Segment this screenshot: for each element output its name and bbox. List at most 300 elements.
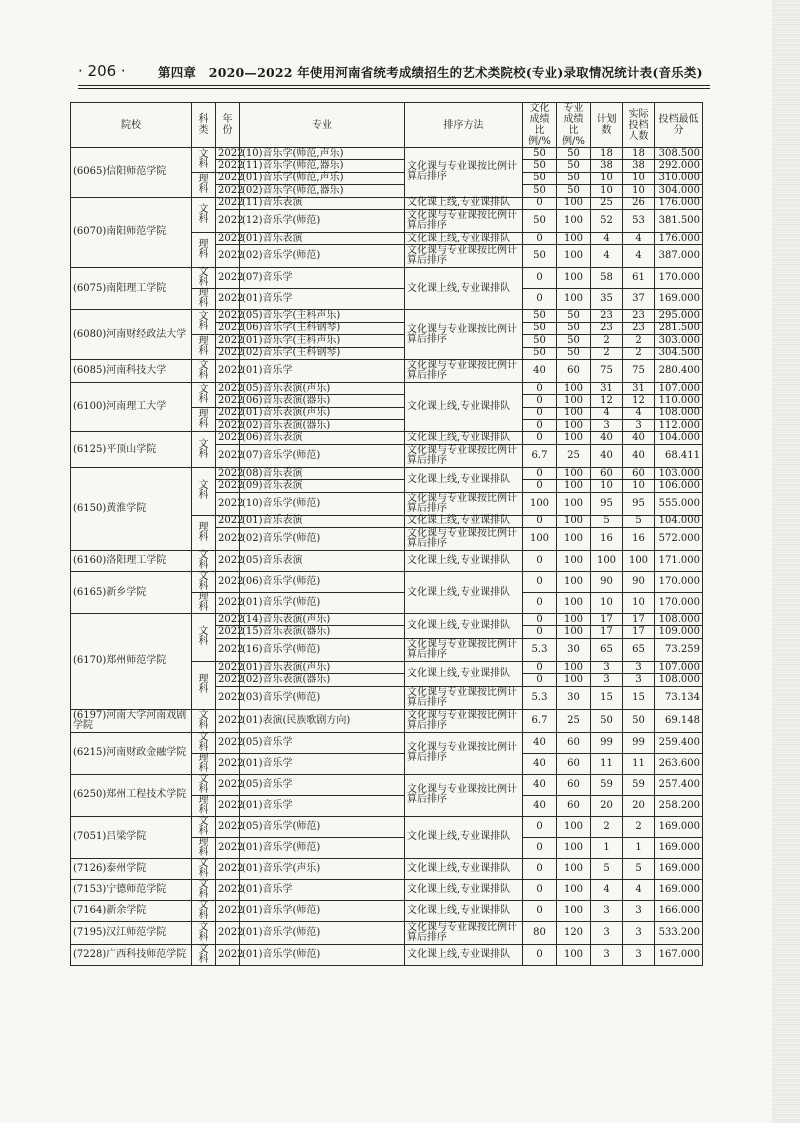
major-cell: (16)音乐学(师范): [240, 638, 405, 661]
min-score-cell: 281.500: [655, 322, 703, 334]
major-ratio-cell: 100: [557, 837, 591, 858]
year-cell: 2022: [216, 197, 240, 209]
category-cell: 文科: [192, 310, 216, 335]
culture-ratio-cell: 6.7: [523, 444, 557, 467]
min-score-cell: 295.000: [655, 310, 703, 322]
major-cell: (01)音乐学(师范,声乐): [240, 172, 405, 184]
method-cell: 文化课与专业课按比例计算后排序: [405, 148, 523, 198]
admissions-table: [70, 102, 703, 966]
category-cell: 理科: [192, 289, 216, 310]
major-ratio-cell: 100: [557, 900, 591, 921]
plan-cell: 1: [591, 837, 623, 858]
actual-cell: 23: [623, 322, 655, 334]
school-cell: (6250)郑州工程技术学院: [71, 774, 192, 816]
plan-cell: 18: [591, 148, 623, 160]
page-edge-texture: [772, 0, 800, 1123]
culture-ratio-cell: 0: [523, 432, 557, 444]
plan-cell: 10: [591, 480, 623, 492]
school-cell: (7195)汉江师范学院: [71, 921, 192, 944]
min-score-cell: 108.000: [655, 614, 703, 626]
plan-cell: 60: [591, 467, 623, 479]
year-cell: 2022: [216, 444, 240, 467]
school-cell: (6085)河南科技大学: [71, 359, 192, 382]
major-cell: (01)音乐表演: [240, 515, 405, 527]
major-cell: (06)音乐表演: [240, 432, 405, 444]
culture-ratio-cell: 0: [523, 614, 557, 626]
table-row: [71, 900, 703, 921]
school-cell: (6080)河南财经政法大学: [71, 310, 192, 360]
major-ratio-cell: 25: [557, 709, 591, 732]
actual-cell: 18: [623, 148, 655, 160]
min-score-cell: 308.500: [655, 148, 703, 160]
culture-ratio-cell: 0: [523, 420, 557, 432]
major-cell: (09)音乐表演: [240, 480, 405, 492]
plan-cell: 4: [591, 879, 623, 900]
category-cell: 文科: [192, 732, 216, 753]
actual-cell: 2: [623, 816, 655, 837]
major-ratio-cell: 100: [557, 232, 591, 244]
culture-ratio-cell: 0: [523, 626, 557, 638]
major-ratio-cell: 50: [557, 335, 591, 347]
culture-ratio-cell: 80: [523, 921, 557, 944]
major-cell: (02)音乐学(师范,器乐): [240, 185, 405, 197]
culture-ratio-cell: 100: [523, 492, 557, 515]
culture-ratio-cell: 0: [523, 480, 557, 492]
school-cell: (7126)泰州学院: [71, 858, 192, 879]
year-cell: 2022: [216, 879, 240, 900]
major-ratio-cell: 25: [557, 444, 591, 467]
plan-cell: 2: [591, 347, 623, 359]
method-cell: 文化课与专业课按比例计算后排序: [405, 209, 523, 232]
plan-cell: 99: [591, 732, 623, 753]
min-score-cell: 310.000: [655, 172, 703, 184]
table-row: [71, 816, 703, 837]
year-cell: 2022: [216, 232, 240, 244]
category-cell: 文科: [192, 774, 216, 795]
year-cell: 2022: [216, 359, 240, 382]
plan-cell: 17: [591, 614, 623, 626]
major-ratio-cell: 50: [557, 310, 591, 322]
year-cell: 2022: [216, 593, 240, 614]
culture-ratio-cell: 0: [523, 197, 557, 209]
year-cell: 2022: [216, 572, 240, 593]
category-cell: 文科: [192, 382, 216, 407]
major-ratio-cell: 100: [557, 614, 591, 626]
actual-cell: 3: [623, 674, 655, 686]
plan-cell: 35: [591, 289, 623, 310]
plan-cell: 10: [591, 185, 623, 197]
major-ratio-cell: 100: [557, 626, 591, 638]
method-cell: 文化课与专业课按比例计算后排序: [405, 359, 523, 382]
method-cell: 文化课上线,专业课排队: [405, 661, 523, 686]
culture-ratio-cell: 40: [523, 753, 557, 774]
major-cell: (01)音乐学(师范): [240, 593, 405, 614]
min-score-cell: 73.134: [655, 686, 703, 709]
category-cell: 文科: [192, 148, 216, 173]
category-cell: 文科: [192, 944, 216, 965]
plan-cell: 38: [591, 160, 623, 172]
table-row: [71, 709, 703, 732]
year-cell: 2022: [216, 528, 240, 551]
min-score-cell: 73.259: [655, 638, 703, 661]
year-cell: 2022: [216, 709, 240, 732]
min-score-cell: 170.000: [655, 593, 703, 614]
major-ratio-cell: 30: [557, 638, 591, 661]
year-cell: 2022: [216, 795, 240, 816]
plan-cell: 15: [591, 686, 623, 709]
min-score-cell: 257.400: [655, 774, 703, 795]
major-cell: (01)音乐学(声乐): [240, 858, 405, 879]
min-score-cell: 572.000: [655, 528, 703, 551]
school-cell: (6215)河南财政金融学院: [71, 732, 192, 774]
major-cell: (06)音乐学(主科钢琴): [240, 322, 405, 334]
method-cell: 文化课与专业课按比例计算后排序: [405, 638, 523, 661]
category-cell: 理科: [192, 837, 216, 858]
method-cell: 文化课上线,专业课排队: [405, 900, 523, 921]
year-cell: 2022: [216, 467, 240, 479]
major-cell: (02)音乐表演(器乐): [240, 674, 405, 686]
actual-cell: 10: [623, 593, 655, 614]
plan-cell: 5: [591, 858, 623, 879]
major-cell: (03)音乐学(师范): [240, 686, 405, 709]
culture-ratio-cell: 0: [523, 407, 557, 419]
major-ratio-cell: 100: [557, 816, 591, 837]
plan-cell: 90: [591, 572, 623, 593]
major-cell: (10)音乐学(师范,声乐): [240, 148, 405, 160]
min-score-cell: 170.000: [655, 268, 703, 289]
method-cell: 文化课与专业课按比例计算后排序: [405, 686, 523, 709]
school-cell: (6125)平顶山学院: [71, 432, 192, 467]
major-cell: (14)音乐表演(声乐): [240, 614, 405, 626]
school-cell: (7228)广西科技师范学院: [71, 944, 192, 965]
actual-cell: 61: [623, 268, 655, 289]
culture-ratio-cell: 6.7: [523, 709, 557, 732]
min-score-cell: 170.000: [655, 572, 703, 593]
actual-cell: 4: [623, 232, 655, 244]
min-score-cell: 109.000: [655, 626, 703, 638]
actual-cell: 4: [623, 879, 655, 900]
major-ratio-cell: 100: [557, 407, 591, 419]
major-ratio-cell: 100: [557, 858, 591, 879]
major-cell: (05)音乐学: [240, 732, 405, 753]
method-cell: 文化课与专业课按比例计算后排序: [405, 492, 523, 515]
header-culture-ratio: 文化成绩比例/%: [523, 103, 557, 148]
plan-cell: 65: [591, 638, 623, 661]
min-score-cell: 112.000: [655, 420, 703, 432]
major-ratio-cell: 60: [557, 774, 591, 795]
year-cell: 2022: [216, 551, 240, 572]
year-cell: 2022: [216, 268, 240, 289]
min-score-cell: 103.000: [655, 467, 703, 479]
header-rule: [78, 85, 710, 86]
major-cell: (01)音乐学(师范): [240, 921, 405, 944]
table-header-row: [71, 103, 703, 148]
culture-ratio-cell: 50: [523, 310, 557, 322]
plan-cell: 17: [591, 626, 623, 638]
culture-ratio-cell: 0: [523, 289, 557, 310]
major-cell: (11)音乐表演: [240, 197, 405, 209]
major-ratio-cell: 100: [557, 515, 591, 527]
min-score-cell: 304.500: [655, 347, 703, 359]
major-cell: (01)音乐学(师范): [240, 900, 405, 921]
method-cell: 文化课与专业课按比例计算后排序: [405, 310, 523, 360]
header-actual: 实际投档人数: [623, 103, 655, 148]
actual-cell: 40: [623, 432, 655, 444]
culture-ratio-cell: 0: [523, 232, 557, 244]
category-cell: 理科: [192, 661, 216, 709]
culture-ratio-cell: 5.3: [523, 638, 557, 661]
min-score-cell: 169.000: [655, 289, 703, 310]
school-cell: (7051)吕梁学院: [71, 816, 192, 858]
culture-ratio-cell: 0: [523, 900, 557, 921]
actual-cell: 4: [623, 245, 655, 268]
min-score-cell: 259.400: [655, 732, 703, 753]
plan-cell: 23: [591, 310, 623, 322]
header-major-ratio: 专业成绩比例/%: [557, 103, 591, 148]
culture-ratio-cell: 0: [523, 395, 557, 407]
major-ratio-cell: 100: [557, 245, 591, 268]
table-row: [71, 432, 703, 444]
culture-ratio-cell: 50: [523, 347, 557, 359]
actual-cell: 2: [623, 347, 655, 359]
school-cell: (7164)新余学院: [71, 900, 192, 921]
page-header: [78, 60, 728, 82]
plan-cell: 5: [591, 515, 623, 527]
culture-ratio-cell: 0: [523, 593, 557, 614]
major-ratio-cell: 60: [557, 795, 591, 816]
category-cell: 文科: [192, 197, 216, 232]
page-number: · 206 ·: [78, 62, 126, 80]
min-score-cell: 169.000: [655, 816, 703, 837]
major-ratio-cell: 50: [557, 172, 591, 184]
plan-cell: 100: [591, 551, 623, 572]
plan-cell: 16: [591, 528, 623, 551]
major-ratio-cell: 100: [557, 268, 591, 289]
year-cell: 2022: [216, 347, 240, 359]
actual-cell: 53: [623, 209, 655, 232]
actual-cell: 38: [623, 160, 655, 172]
major-ratio-cell: 60: [557, 359, 591, 382]
culture-ratio-cell: 40: [523, 359, 557, 382]
plan-cell: 3: [591, 661, 623, 673]
plan-cell: 50: [591, 709, 623, 732]
major-cell: (05)音乐学(主科声乐): [240, 310, 405, 322]
major-cell: (01)音乐学: [240, 289, 405, 310]
year-cell: 2022: [216, 626, 240, 638]
major-cell: (01)表演(民族歌剧方向): [240, 709, 405, 732]
major-cell: (01)音乐学(师范): [240, 837, 405, 858]
method-cell: 文化课上线,专业课排队: [405, 879, 523, 900]
table-row: [71, 359, 703, 382]
year-cell: 2022: [216, 289, 240, 310]
min-score-cell: 69.148: [655, 709, 703, 732]
plan-cell: 3: [591, 921, 623, 944]
culture-ratio-cell: 0: [523, 674, 557, 686]
year-cell: 2022: [216, 310, 240, 322]
min-score-cell: 387.000: [655, 245, 703, 268]
min-score-cell: 107.000: [655, 382, 703, 394]
min-score-cell: 303.000: [655, 335, 703, 347]
actual-cell: 26: [623, 197, 655, 209]
culture-ratio-cell: 0: [523, 816, 557, 837]
school-cell: (6075)南阳理工学院: [71, 268, 192, 310]
min-score-cell: 169.000: [655, 879, 703, 900]
major-ratio-cell: 100: [557, 467, 591, 479]
culture-ratio-cell: 0: [523, 515, 557, 527]
method-cell: 文化课与专业课按比例计算后排序: [405, 528, 523, 551]
category-cell: 理科: [192, 172, 216, 197]
min-score-cell: 68.411: [655, 444, 703, 467]
major-ratio-cell: 50: [557, 347, 591, 359]
major-ratio-cell: 50: [557, 185, 591, 197]
culture-ratio-cell: 50: [523, 172, 557, 184]
actual-cell: 11: [623, 753, 655, 774]
table-row: [71, 148, 703, 160]
min-score-cell: 171.000: [655, 551, 703, 572]
major-ratio-cell: 100: [557, 209, 591, 232]
plan-cell: 11: [591, 753, 623, 774]
major-cell: (07)音乐学: [240, 268, 405, 289]
major-ratio-cell: 100: [557, 395, 591, 407]
table-row: [71, 774, 703, 795]
category-cell: 理科: [192, 593, 216, 614]
method-cell: 文化课与专业课按比例计算后排序: [405, 921, 523, 944]
method-cell: 文化课上线,专业课排队: [405, 197, 523, 209]
plan-cell: 10: [591, 593, 623, 614]
method-cell: 文化课上线,专业课排队: [405, 382, 523, 432]
min-score-cell: 108.000: [655, 407, 703, 419]
min-score-cell: 169.000: [655, 837, 703, 858]
school-cell: (6165)新乡学院: [71, 572, 192, 614]
major-cell: (05)音乐表演: [240, 551, 405, 572]
actual-cell: 3: [623, 661, 655, 673]
year-cell: 2022: [216, 420, 240, 432]
method-cell: 文化课上线,专业课排队: [405, 515, 523, 527]
table-row: [71, 551, 703, 572]
plan-cell: 25: [591, 197, 623, 209]
method-cell: 文化课上线,专业课排队: [405, 268, 523, 310]
major-cell: (01)音乐学: [240, 359, 405, 382]
culture-ratio-cell: 50: [523, 148, 557, 160]
method-cell: 文化课上线,专业课排队: [405, 232, 523, 244]
major-cell: (01)音乐学(师范): [240, 944, 405, 965]
year-cell: 2022: [216, 395, 240, 407]
min-score-cell: 258.200: [655, 795, 703, 816]
method-cell: 文化课与专业课按比例计算后排序: [405, 245, 523, 268]
min-score-cell: 104.000: [655, 432, 703, 444]
table-row: [71, 467, 703, 479]
year-cell: 2022: [216, 686, 240, 709]
year-cell: 2022: [216, 774, 240, 795]
category-cell: 理科: [192, 232, 216, 267]
min-score-cell: 263.600: [655, 753, 703, 774]
year-cell: 2022: [216, 638, 240, 661]
plan-cell: 95: [591, 492, 623, 515]
category-cell: 文科: [192, 900, 216, 921]
major-ratio-cell: 100: [557, 492, 591, 515]
year-cell: 2022: [216, 209, 240, 232]
method-cell: 文化课上线,专业课排队: [405, 551, 523, 572]
year-cell: 2022: [216, 382, 240, 394]
year-cell: 2022: [216, 674, 240, 686]
actual-cell: 99: [623, 732, 655, 753]
plan-cell: 2: [591, 335, 623, 347]
category-cell: 文科: [192, 467, 216, 515]
actual-cell: 3: [623, 921, 655, 944]
category-cell: 文科: [192, 359, 216, 382]
year-cell: 2022: [216, 837, 240, 858]
culture-ratio-cell: 50: [523, 335, 557, 347]
category-cell: 文科: [192, 614, 216, 662]
actual-cell: 5: [623, 858, 655, 879]
method-cell: 文化课上线,专业课排队: [405, 614, 523, 639]
category-cell: 文科: [192, 709, 216, 732]
min-score-cell: 110.000: [655, 395, 703, 407]
method-cell: 文化课与专业课按比例计算后排序: [405, 709, 523, 732]
min-score-cell: 280.400: [655, 359, 703, 382]
year-cell: 2022: [216, 407, 240, 419]
category-cell: 文科: [192, 921, 216, 944]
plan-cell: 2: [591, 816, 623, 837]
year-cell: 2022: [216, 335, 240, 347]
min-score-cell: 176.000: [655, 197, 703, 209]
culture-ratio-cell: 0: [523, 661, 557, 673]
year-cell: 2022: [216, 515, 240, 527]
major-cell: (02)音乐学(主科钢琴): [240, 347, 405, 359]
culture-ratio-cell: 40: [523, 774, 557, 795]
actual-cell: 17: [623, 614, 655, 626]
school-cell: (6070)南阳师范学院: [71, 197, 192, 268]
min-score-cell: 533.200: [655, 921, 703, 944]
culture-ratio-cell: 50: [523, 160, 557, 172]
major-ratio-cell: 50: [557, 160, 591, 172]
major-cell: (02)音乐学(师范): [240, 245, 405, 268]
actual-cell: 50: [623, 709, 655, 732]
year-cell: 2022: [216, 732, 240, 753]
culture-ratio-cell: 100: [523, 528, 557, 551]
plan-cell: 52: [591, 209, 623, 232]
min-score-cell: 304.000: [655, 185, 703, 197]
culture-ratio-cell: 0: [523, 858, 557, 879]
category-cell: 文科: [192, 268, 216, 289]
min-score-cell: 106.000: [655, 480, 703, 492]
actual-cell: 2: [623, 335, 655, 347]
method-cell: 文化课上线,专业课排队: [405, 944, 523, 965]
plan-cell: 58: [591, 268, 623, 289]
method-cell: 文化课上线,专业课排队: [405, 572, 523, 614]
culture-ratio-cell: 0: [523, 879, 557, 900]
year-cell: 2022: [216, 944, 240, 965]
table-row: [71, 310, 703, 322]
major-ratio-cell: 100: [557, 879, 591, 900]
school-cell: (6160)洛阳理工学院: [71, 551, 192, 572]
actual-cell: 90: [623, 572, 655, 593]
major-cell: (05)音乐学(师范): [240, 816, 405, 837]
year-cell: 2022: [216, 858, 240, 879]
actual-cell: 4: [623, 407, 655, 419]
table-row: [71, 858, 703, 879]
major-ratio-cell: 100: [557, 432, 591, 444]
category-cell: 理科: [192, 407, 216, 432]
actual-cell: 10: [623, 480, 655, 492]
year-cell: 2022: [216, 185, 240, 197]
year-cell: 2022: [216, 480, 240, 492]
min-score-cell: 107.000: [655, 661, 703, 673]
min-score-cell: 104.000: [655, 515, 703, 527]
category-cell: 文科: [192, 858, 216, 879]
table-row: [71, 268, 703, 289]
school-cell: (6150)黄淮学院: [71, 467, 192, 550]
